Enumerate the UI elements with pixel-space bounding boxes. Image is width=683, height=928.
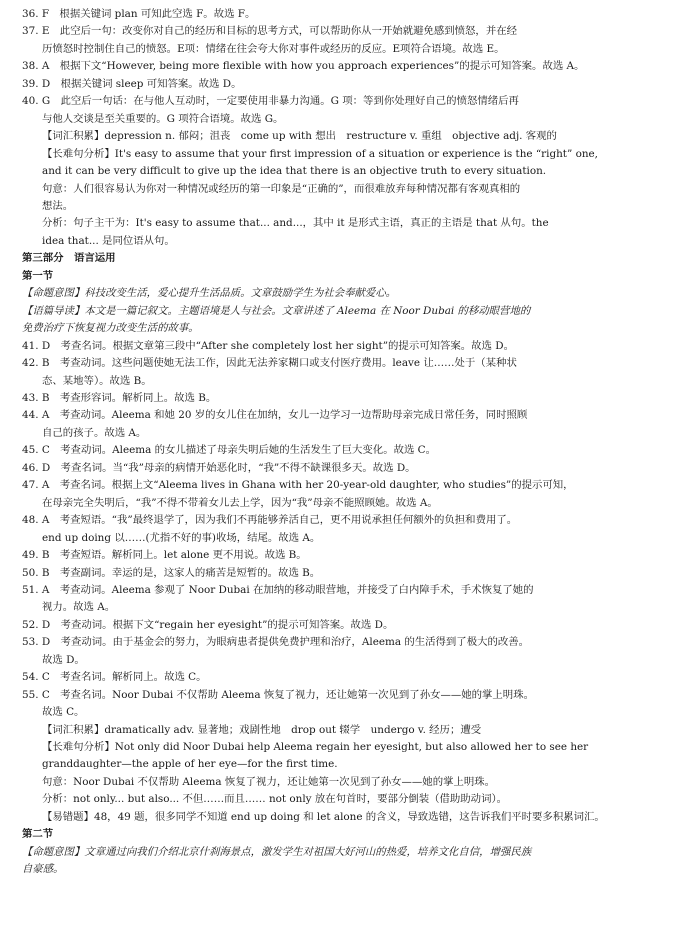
text-line: 历愤怒时控制住自己的愤怒。E项：情绪在往会夸大你对事件或经历的反应。E项符合语境。故选 E。: [42, 42, 505, 55]
text-line: 【词汇积累】depression n. 郁闷；沮丧 come up with 想出 restructure v. 重组 objective adj. 客观的: [42, 130, 557, 143]
text-line: 44. A 考查动词。Aleema 和她 20 岁的女儿住在加纳，女儿一边学习一边帮助母亲完成日常任务，同时照顾: [22, 409, 528, 422]
text-line: 48. A 考查短语。“我”最终退学了，因为我们不再能够养活自己，更不用说承担任何额外的负担和费用了。: [22, 514, 518, 527]
text-line: 【长难句分析】Not only did Noor Dubai help Aleema regain her eyesight, but also allowed her to see her: [42, 741, 589, 754]
text-line: 42. B 考查动词。这些问题使她无法工作，因此无法养家糊口或支付医疗费用。leave 让……处于（某种状: [22, 357, 517, 370]
text-line: 54. C 考查名词。解析同上。故选 C。: [22, 671, 207, 684]
text-line: 自豪感。: [22, 863, 64, 876]
text-line: 想法。: [42, 199, 74, 212]
text-line: and it can be very difficult to give up the idea that there is an objective truth to every situation.: [42, 165, 547, 178]
text-line: 50. B 考查副词。幸运的是，这家人的痛苦是短暂的。故选 B。: [22, 566, 321, 579]
text-line: 分析：not only... but also... 不但……而且…… not only 放在句首时，要部分倒装（借助助动词）。: [42, 793, 508, 806]
text-line: 41. D 考查名词。根据文章第三段中“After she completely lost her sight”的提示可知答案。故选 D。: [22, 339, 514, 352]
section-heading: 第三部分 语言运用: [22, 252, 116, 265]
text-line: 免费治疗下恢复视力改变生活的故事。: [22, 322, 199, 335]
text-line: 37. E 此空后一句：改变你对自己的经历和目标的思考方式，可以帮助你从一开始就避免感到愤怒，并在经: [22, 25, 517, 38]
text-line: 【命题意图】科技改变生活，爱心提升生活品质。文章鼓励学生为社会奉献爱心。: [22, 287, 397, 300]
text-line: 自己的孩子。故选 A。: [42, 426, 147, 439]
text-line: 36. F 根据关键词 plan 可知此空选 F。故选 F。: [22, 8, 256, 20]
text-line: 52. D 考查动词。根据下文“regain her eyesight”的提示可知答案。故选 D。: [22, 618, 394, 631]
text-line: 45. C 考查动词。Aleema 的女儿描述了母亲失明后她的生活发生了巨大变化。故选 C。: [22, 444, 437, 457]
text-line: 【易错题】48，49 题，很多同学不知道 end up doing 和 let alone 的含义，导致选错，这告诉我们平时要多积累词汇。: [42, 810, 605, 823]
text-line: 故选 C。: [42, 706, 85, 719]
text-line: 38. A 根据下文“However, being more flexible with how you approach experiences”的提示可知答案。故选 A。: [22, 60, 585, 73]
text-line: 53. D 考查动词。由于基金会的努力，为眼病患者提供免费护理和治疗，Aleema 的生活得到了极大的改善。: [22, 636, 530, 649]
text-line: 故选 D。: [42, 653, 85, 666]
text-line: 视力。故选 A。: [42, 601, 116, 614]
text-line: 46. D 考查名词。当“我”母亲的病情开始恶化时，“我”不得不缺课很多天。故选 D。: [22, 461, 416, 474]
text-line: 态、某地等）。故选 B。: [42, 374, 152, 387]
text-line: 43. B 考查形容词。解析同上。故选 B。: [22, 391, 217, 404]
text-line: granddaughter—the apple of her eye—for the first time.: [42, 758, 338, 771]
text-line: 【长难句分析】It's easy to assume that your first impression of a situation or experience is the “right” one,: [42, 147, 598, 160]
text-line: 55. C 考查名词。Noor Dubai 不仅帮助 Aleema 恢复了视力，还让她第一次见到了孙女——她的掌上明珠。: [22, 688, 534, 701]
text-line: idea that... 是同位语从句。: [42, 234, 175, 247]
text-line: 在母亲完全失明后，“我”不得不带着女儿去上学，因为“我”母亲不能照顾她。故选 A。: [42, 496, 438, 509]
text-line: 【命题意图】文章通过向我们介绍北京什刹海景点，激发学生对祖国大好河山的热爱，培养文化自信，增强民族: [22, 845, 532, 858]
text-line: end up doing 以……(尤指不好的事)收场，结尾。故选 A。: [42, 531, 321, 544]
text-line: 【词汇积累】dramatically adv. 显著地；戏剧性地 drop out 辍学 undergo v. 经历；遭受: [42, 723, 482, 736]
text-line: 与他人交谈是至关重要的。G 项符合语境。故选 G。: [42, 112, 284, 125]
text-line: 49. B 考查短语。解析同上。let alone 更不用说。故选 B。: [22, 549, 307, 562]
section-heading: 第二节: [22, 828, 54, 841]
text-line: 句意：Noor Dubai 不仅帮助 Aleema 恢复了视力，还让她第一次见到了孙女——她的掌上明珠。: [42, 775, 496, 788]
text-line: 39. D 根据关键词 sleep 可知答案。故选 D。: [22, 77, 242, 90]
section-heading: 第一节: [22, 269, 54, 282]
text-line: 47. A 考查名词。根据上文“Aleema lives in Ghana with her 20-year-old daughter, who studies”的提示可知，: [22, 479, 574, 492]
text-line: 【语篇导读】本文是一篇记叙文。主题语境是人与社会。文章讲述了 Aleema 在 Noor Dubai 的移动眼营地的: [22, 304, 531, 317]
text-line: 分析：句子主干为：It's easy to assume that... and...，其中 it 是形式主语，真正的主语是 that 从句。the: [42, 217, 549, 230]
text-line: 句意：人们很容易认为你对一种情况或经历的第一印象是“正确的”，而很难放弃每种情况都有客观真相的: [42, 182, 521, 195]
text-line: 40. G 此空后一句话：在与他人互动时，一定要使用非暴力沟通。G 项：等到你处理好自己的愤怒情绪后再: [22, 95, 519, 108]
text-line: 51. A 考查动词。Aleema 参观了 Noor Dubai 在加纳的移动眼营地，并接受了白内障手术，手术恢复了她的: [22, 583, 534, 596]
